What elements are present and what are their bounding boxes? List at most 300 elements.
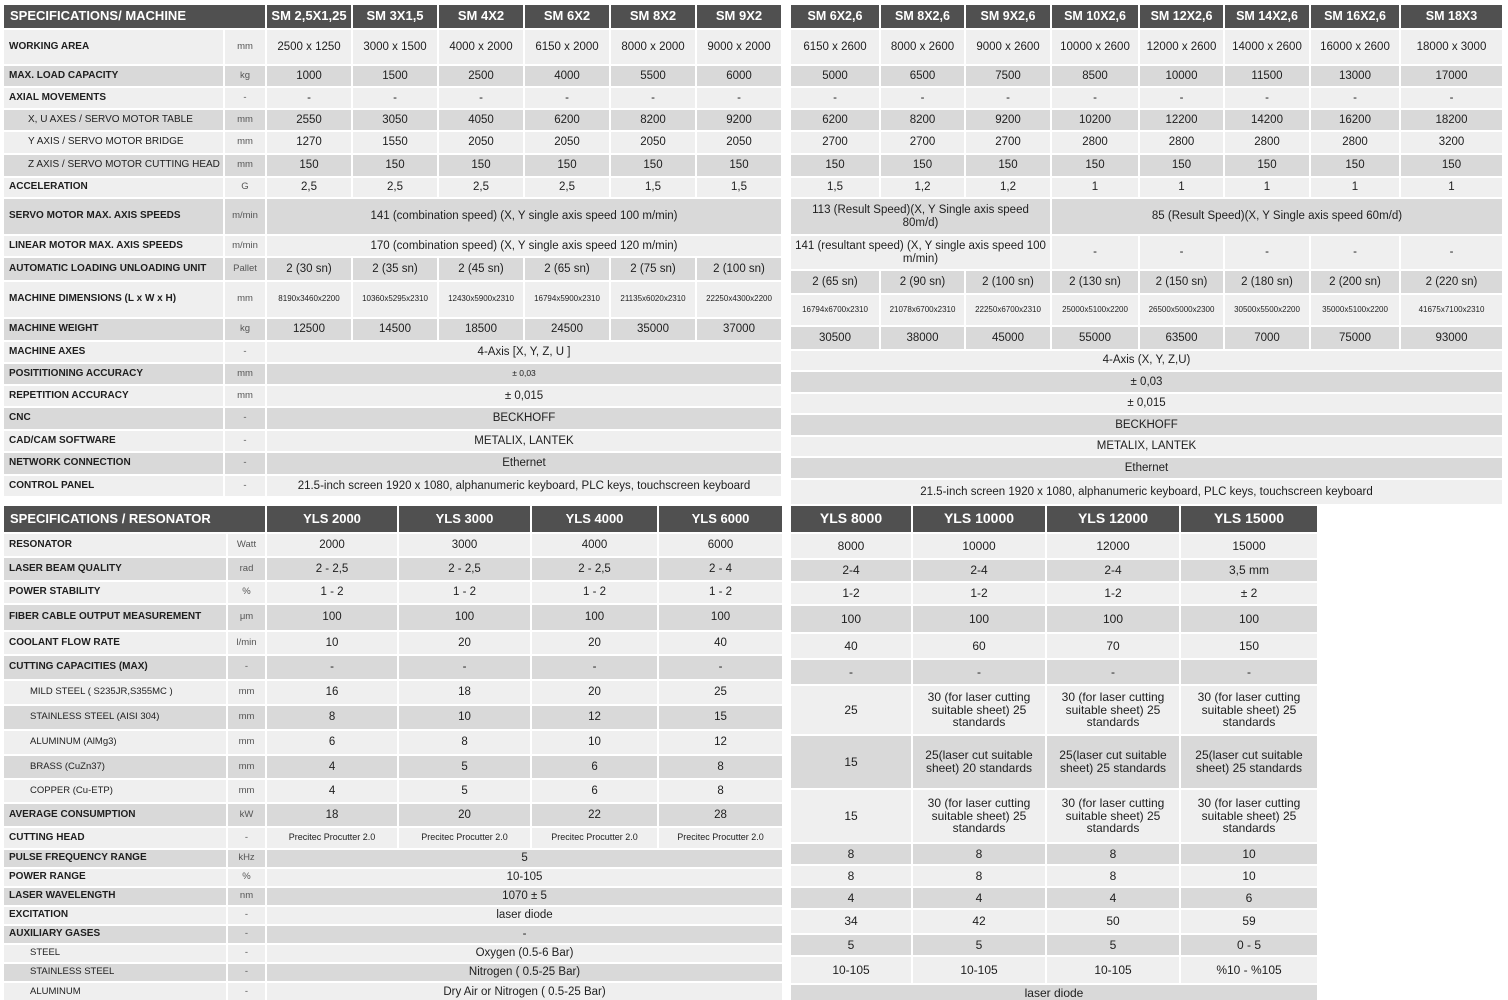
cell: 12000 x 2600	[1139, 29, 1224, 65]
cell: 37000	[696, 318, 782, 341]
row-label: AVERAGE CONSUMPTION	[3, 803, 227, 827]
cell: 8	[790, 865, 912, 887]
cell: 150	[790, 154, 880, 177]
row-unit: μm	[227, 604, 266, 631]
cell: 1 - 2	[658, 581, 783, 604]
cell: 4	[1046, 887, 1180, 909]
table-row	[3, 235, 782, 257]
cell: -	[531, 655, 658, 680]
cell: 20	[531, 631, 658, 655]
cell: 11500	[1224, 65, 1310, 87]
cell: 150	[352, 154, 438, 177]
table-row	[790, 685, 1318, 735]
row-label: STAINLESS STEEL (AISI 304)	[3, 705, 227, 730]
row-label: AUXILIARY GASES	[3, 925, 227, 944]
cell: 8200	[880, 109, 965, 131]
table-row	[790, 235, 1503, 270]
cell: 70	[1046, 633, 1180, 659]
row-unit: -	[224, 341, 266, 363]
cell: 14000 x 2600	[1224, 29, 1310, 65]
cell: 5	[1046, 934, 1180, 956]
table-row	[790, 350, 1503, 371]
cell: 75000	[1310, 326, 1400, 350]
model-header: YLS 12000	[1046, 505, 1180, 533]
row-unit: -	[227, 906, 266, 925]
cell: 10000 x 2600	[1051, 29, 1139, 65]
cell: 9000 x 2000	[696, 29, 782, 65]
cell: 20	[398, 803, 531, 827]
model-header: YLS 3000	[398, 505, 531, 533]
cell: 150	[696, 154, 782, 177]
row-unit: mm	[224, 131, 266, 154]
cell: 2 (30 sn)	[266, 257, 352, 281]
cell: 30 (for laser cutting suitable sheet) 25 standards	[1046, 685, 1180, 735]
row-unit: -	[227, 827, 266, 849]
model-header: SM 6X2,6	[790, 4, 880, 29]
cell: 2 (200 sn)	[1310, 270, 1400, 294]
table-row	[3, 131, 782, 154]
cell-span: ± 0,03	[266, 363, 782, 385]
cell: 1000	[266, 65, 352, 87]
table-row	[790, 198, 1503, 235]
cell: 3000	[398, 533, 531, 557]
row-unit: -	[224, 407, 266, 430]
cell: 10-105	[912, 956, 1046, 984]
cell-span: METALIX, LANTEK	[266, 430, 782, 452]
cell: 2 (35 sn)	[352, 257, 438, 281]
cell: 6000	[658, 533, 783, 557]
table-row	[3, 318, 782, 341]
cell: 10	[398, 705, 531, 730]
cell: 1,2	[965, 177, 1051, 198]
cell: 2050	[524, 131, 610, 154]
row-unit: %	[227, 581, 266, 604]
model-header: SM 12X2,6	[1139, 4, 1224, 29]
cell: 1270	[266, 131, 352, 154]
cell: 3,5 mm	[1180, 559, 1318, 582]
cell: 10	[1180, 843, 1318, 865]
cell: 8	[1046, 843, 1180, 865]
cell: 6	[1180, 887, 1318, 909]
cell: 25(laser cut suitable sheet) 25 standards	[1180, 735, 1318, 789]
row-label: REPETITION ACCURACY	[3, 385, 224, 407]
table-row	[790, 131, 1503, 154]
cell: 16000 x 2600	[1310, 29, 1400, 65]
row-label: LINEAR MOTOR MAX. AXIS SPEEDS	[3, 235, 224, 257]
cell: 100	[912, 605, 1046, 633]
cell: 12	[658, 730, 783, 755]
cell: 2 (90 sn)	[880, 270, 965, 294]
cell: 5500	[610, 65, 696, 87]
cell: 2800	[1224, 131, 1310, 154]
cell: 2 - 2,5	[266, 557, 398, 581]
cell: 100	[531, 604, 658, 631]
cell: 42	[912, 909, 1046, 934]
table-row	[3, 730, 783, 755]
table-row	[3, 779, 783, 803]
table-row	[3, 430, 782, 452]
cell: -	[1400, 235, 1503, 270]
cell: 18200	[1400, 109, 1503, 131]
cell: -	[1310, 87, 1400, 109]
cell-span: Dry Air or Nitrogen ( 0.5-25 Bar)	[266, 982, 783, 1000]
cell: 6	[531, 755, 658, 779]
row-unit: Pallet	[224, 257, 266, 281]
cell: 1550	[352, 131, 438, 154]
cell: 25	[790, 685, 912, 735]
cell: 18500	[438, 318, 524, 341]
cell: 100	[790, 605, 912, 633]
cell: 16	[266, 680, 398, 705]
cell: 40	[790, 633, 912, 659]
row-unit: nm	[227, 887, 266, 906]
table-row	[790, 479, 1503, 505]
table-row	[3, 177, 782, 198]
cell: 16200	[1310, 109, 1400, 131]
cell: 8	[1046, 865, 1180, 887]
table-row	[3, 944, 783, 963]
cell: 9200	[696, 109, 782, 131]
row-unit: mm	[227, 755, 266, 779]
resonator-table-title: SPECIFICATIONS / RESONATOR	[3, 505, 266, 533]
cell: 2 - 4	[658, 557, 783, 581]
table-row	[790, 605, 1318, 633]
row-unit: mm	[224, 363, 266, 385]
row-label: STEEL	[3, 944, 227, 963]
cell: -	[790, 87, 880, 109]
cell: 22	[531, 803, 658, 827]
table-row	[790, 457, 1503, 479]
table-row	[3, 341, 782, 363]
cell: 6000	[696, 65, 782, 87]
cell: -	[1051, 235, 1139, 270]
cell: 4000 x 2000	[438, 29, 524, 65]
cell: 16794x6700x2310	[790, 294, 880, 326]
cell-span: 141 (resultant speed) (X, Y single axis speed 100 m/min)	[790, 235, 1051, 270]
cell: 30 (for laser cutting suitable sheet) 25 standards	[1180, 789, 1318, 843]
cell: 10360x5295x2310	[352, 281, 438, 318]
cell: -	[658, 655, 783, 680]
row-label: AUTOMATIC LOADING UNLOADING UNIT	[3, 257, 224, 281]
table-row	[3, 363, 782, 385]
table-row	[3, 827, 783, 849]
cell: 6150 x 2000	[524, 29, 610, 65]
row-unit: mm	[227, 779, 266, 803]
cell-span: ± 0,015	[790, 393, 1503, 414]
cell: 1 - 2	[398, 581, 531, 604]
cell-span: 4-Axis [X, Y, Z, U ]	[266, 341, 782, 363]
model-header: YLS 15000	[1180, 505, 1318, 533]
table-row	[3, 533, 783, 557]
cell: 3200	[1400, 131, 1503, 154]
cell-span: Nitrogen ( 0.5-25 Bar)	[266, 963, 783, 982]
cell: 10000	[912, 533, 1046, 559]
table-row	[790, 559, 1318, 582]
cell: 8	[266, 705, 398, 730]
table-row	[790, 909, 1318, 934]
cell: 2700	[790, 131, 880, 154]
cell: -	[524, 87, 610, 109]
table-row	[790, 735, 1318, 789]
cell: -	[1046, 659, 1180, 685]
cell: 1,5	[696, 177, 782, 198]
row-label: COOLANT FLOW RATE	[3, 631, 227, 655]
cell: %10 - %105	[1180, 956, 1318, 984]
table-row	[790, 436, 1503, 457]
cell: 10	[1180, 865, 1318, 887]
cell: 21135x6020x2310	[610, 281, 696, 318]
cell: -	[880, 87, 965, 109]
model-header: SM 14X2,6	[1224, 4, 1310, 29]
row-unit: m/min	[224, 235, 266, 257]
row-unit: mm	[224, 385, 266, 407]
cell: -	[912, 659, 1046, 685]
cell: 100	[658, 604, 783, 631]
cell: -	[266, 87, 352, 109]
cell: -	[352, 87, 438, 109]
cell: 150	[610, 154, 696, 177]
model-header: YLS 6000	[658, 505, 783, 533]
cell: 2 (75 sn)	[610, 257, 696, 281]
cell: 38000	[880, 326, 965, 350]
table-row	[790, 371, 1503, 393]
cell: 9000 x 2600	[965, 29, 1051, 65]
row-label: MACHINE AXES	[3, 341, 224, 363]
cell: 35000x5100x2200	[1310, 294, 1400, 326]
row-unit: -	[224, 87, 266, 109]
table-row	[3, 705, 783, 730]
cell: 6150 x 2600	[790, 29, 880, 65]
cell: 8200	[610, 109, 696, 131]
cell: 2 - 2,5	[398, 557, 531, 581]
cell: 2,5	[352, 177, 438, 198]
row-label: CNC	[3, 407, 224, 430]
row-label: AXIAL MOVEMENTS	[3, 87, 224, 109]
table-row	[790, 533, 1318, 559]
cell: 15000	[1180, 533, 1318, 559]
table-row	[3, 906, 783, 925]
table-row	[790, 29, 1503, 65]
row-label: EXCITATION	[3, 906, 227, 925]
row-label: X, U AXES / SERVO MOTOR TABLE	[3, 109, 224, 131]
model-header: SM 16X2,6	[1310, 4, 1400, 29]
cell: 26500x5000x2300	[1139, 294, 1224, 326]
cell: 10	[531, 730, 658, 755]
cell: 2700	[965, 131, 1051, 154]
cell-span: BECKHOFF	[266, 407, 782, 430]
table-row	[790, 887, 1318, 909]
row-unit: mm	[224, 281, 266, 318]
cell: 60	[912, 633, 1046, 659]
table-row	[790, 87, 1503, 109]
row-unit: kg	[224, 65, 266, 87]
cell: 2050	[610, 131, 696, 154]
table-row	[3, 887, 783, 906]
cell: 4000	[531, 533, 658, 557]
row-label: COPPER (Cu-ETP)	[3, 779, 227, 803]
cell: 1	[1139, 177, 1224, 198]
cell: 8	[398, 730, 531, 755]
cell-span: 21.5-inch screen 1920 x 1080, alphanumeric keyboard, PLC keys, touchscreen keyboard	[790, 479, 1503, 505]
cell: 34	[790, 909, 912, 934]
cell: 8500	[1051, 65, 1139, 87]
cell: 100	[398, 604, 531, 631]
table-row	[3, 849, 783, 868]
cell: 15	[790, 735, 912, 789]
cell: 30 (for laser cutting suitable sheet) 25 standards	[1046, 789, 1180, 843]
table-row	[3, 557, 783, 581]
cell: 12000	[1046, 533, 1180, 559]
cell: 2700	[880, 131, 965, 154]
cell-span: 141 (combination speed) (X, Y single axis speed 100 m/min)	[266, 198, 782, 235]
table-row	[790, 177, 1503, 198]
table-row	[3, 475, 782, 497]
cell: 8	[790, 843, 912, 865]
machine-spec-table-right	[789, 3, 1504, 506]
row-label: FIBER CABLE OUTPUT MEASUREMENT	[3, 604, 227, 631]
row-label: ACCELERATION	[3, 177, 224, 198]
cell: 30 (for laser cutting suitable sheet) 25 standards	[1180, 685, 1318, 735]
cell: 8	[658, 779, 783, 803]
row-unit: G	[224, 177, 266, 198]
table-row	[3, 385, 782, 407]
cell: 1-2	[912, 582, 1046, 605]
resonator-spec-table-right	[789, 504, 1319, 1000]
cell: 8	[658, 755, 783, 779]
cell: 41675x7100x2310	[1400, 294, 1503, 326]
table-row	[3, 982, 783, 1000]
row-label: WORKING AREA	[3, 29, 224, 65]
row-label: POWER RANGE	[3, 868, 227, 887]
table-row	[3, 65, 782, 87]
cell: 10000	[1139, 65, 1224, 87]
cell: 18000 x 3000	[1400, 29, 1503, 65]
cell: -	[1224, 87, 1310, 109]
cell: 2 - 2,5	[531, 557, 658, 581]
cell: 63500	[1139, 326, 1224, 350]
table-row	[790, 393, 1503, 414]
table-row	[790, 659, 1318, 685]
cell: 25	[658, 680, 783, 705]
row-label: CUTTING CAPACITIES (MAX)	[3, 655, 227, 680]
cell-span: Ethernet	[790, 457, 1503, 479]
cell: -	[610, 87, 696, 109]
cell: 150	[1180, 633, 1318, 659]
cell: 59	[1180, 909, 1318, 934]
table-row	[3, 631, 783, 655]
cell: 8	[912, 865, 1046, 887]
row-label: CAD/CAM SOFTWARE	[3, 430, 224, 452]
model-header: YLS 4000	[531, 505, 658, 533]
cell: Precitec Procutter 2.0	[658, 827, 783, 849]
cell: 2 (130 sn)	[1051, 270, 1139, 294]
cell: -	[1180, 659, 1318, 685]
row-unit: -	[227, 944, 266, 963]
cell: 0 - 5	[1180, 934, 1318, 956]
cell: 8000 x 2000	[610, 29, 696, 65]
cell: 2 (180 sn)	[1224, 270, 1310, 294]
machine-table-title: SPECIFICATIONS/ MACHINE	[3, 4, 266, 29]
table-row	[790, 109, 1503, 131]
cell: -	[266, 655, 398, 680]
table-row	[790, 934, 1318, 956]
row-label: MAX. LOAD CAPACITY	[3, 65, 224, 87]
cell: 2 (65 sn)	[524, 257, 610, 281]
table-row	[790, 789, 1318, 843]
machine-spec-table-left	[2, 3, 783, 498]
cell: Precitec Procutter 2.0	[266, 827, 398, 849]
table-row	[3, 87, 782, 109]
cell: 2 (65 sn)	[790, 270, 880, 294]
cell: 2500	[438, 65, 524, 87]
model-header: SM 8X2	[610, 4, 696, 29]
cell: 15	[790, 789, 912, 843]
cell: 12500	[266, 318, 352, 341]
cell-span: METALIX, LANTEK	[790, 436, 1503, 457]
table-row	[3, 680, 783, 705]
cell: ± 2	[1180, 582, 1318, 605]
table-row	[790, 65, 1503, 87]
model-header: YLS 8000	[790, 505, 912, 533]
cell: 150	[1139, 154, 1224, 177]
cell-span: BECKHOFF	[790, 414, 1503, 436]
cell: 1	[1224, 177, 1310, 198]
cell: 30500x5500x2200	[1224, 294, 1310, 326]
cell-span: 10-105	[266, 868, 783, 887]
cell: 2 (150 sn)	[1139, 270, 1224, 294]
cell: 1,5	[610, 177, 696, 198]
cell: 7000	[1224, 326, 1310, 350]
table-row	[3, 868, 783, 887]
cell: 22250x4300x2200	[696, 281, 782, 318]
cell: 2050	[438, 131, 524, 154]
cell: 40	[658, 631, 783, 655]
cell-span: 113 (Result Speed)(X, Y Single axis speed 80m/d)	[790, 198, 1051, 235]
cell: 1 - 2	[266, 581, 398, 604]
row-label: SERVO MOTOR MAX. AXIS SPEEDS	[3, 198, 224, 235]
row-label: POWER STABILITY	[3, 581, 227, 604]
cell: -	[1400, 87, 1503, 109]
cell: 25(laser cut suitable sheet) 20 standards	[912, 735, 1046, 789]
row-label: Y AXIS / SERVO MOTOR BRIDGE	[3, 131, 224, 154]
row-label: BRASS (CuZn37)	[3, 755, 227, 779]
table-row	[3, 755, 783, 779]
row-label: CONTROL PANEL	[3, 475, 224, 497]
cell: 13000	[1310, 65, 1400, 87]
cell: 1-2	[790, 582, 912, 605]
cell: 10-105	[790, 956, 912, 984]
cell-span: 5	[266, 849, 783, 868]
cell: 4	[266, 779, 398, 803]
model-header: SM 6X2	[524, 4, 610, 29]
cell: 22250x6700x2310	[965, 294, 1051, 326]
table-row	[790, 633, 1318, 659]
cell: 150	[1051, 154, 1139, 177]
cell-span: -	[266, 925, 783, 944]
cell: -	[696, 87, 782, 109]
cell: 8000 x 2600	[880, 29, 965, 65]
cell-span: ± 0,03	[790, 371, 1503, 393]
cell: 14200	[1224, 109, 1310, 131]
cell: 1	[1310, 177, 1400, 198]
cell: 1 - 2	[531, 581, 658, 604]
model-header: SM 18X3	[1400, 4, 1503, 29]
table-row	[790, 326, 1503, 350]
cell: 2800	[1051, 131, 1139, 154]
cell: 45000	[965, 326, 1051, 350]
cell: 2 (45 sn)	[438, 257, 524, 281]
cell: 5000	[790, 65, 880, 87]
